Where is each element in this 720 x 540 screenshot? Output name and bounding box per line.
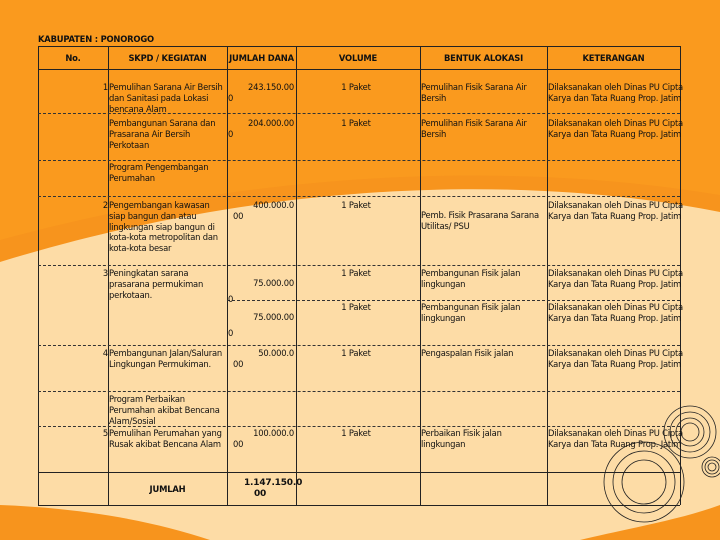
row-keterangan: Dilaksanakan oleh Dinas PU Cipta Karya dan Tata Ruang Prop. Jatim (548, 118, 683, 139)
row-separator (38, 196, 680, 197)
row-volume: 1 Paket (341, 428, 371, 438)
row-bentuk-alokasi: Pemb. Fisik Prasarana Sarana Utilitas/ PSU (421, 210, 539, 231)
row-volume: 1 Paket (341, 82, 371, 92)
table-border-top (38, 46, 680, 47)
row-jumlah-dana: 204.000.00 (248, 118, 294, 128)
row-volume: 1 Paket (341, 348, 371, 358)
column-header-skpd-kegiatan: SKPD / KEGIATAN (128, 53, 207, 63)
total-label: JUMLAH (149, 484, 186, 494)
row-jumlah-dana-tail: 00 (233, 439, 244, 449)
row-jumlah-dana-tail: 00 (233, 359, 244, 369)
row-jumlah-dana-tail: 00 (233, 211, 244, 221)
row-kegiatan: Program Perbaikan Perumahan akibat Bencana Alam/Sosial (109, 394, 220, 426)
row-jumlah-dana: 243.150.00 (248, 82, 294, 92)
row-bentuk-alokasi: Perbaikan Fisik jalan lingkungan (421, 428, 502, 449)
kabupaten-label: KABUPATEN : PONOROGO (38, 34, 154, 44)
row-jumlah-dana: 50.000.0 (258, 348, 294, 358)
row-bentuk-alokasi: Pemulihan Fisik Sarana Air Bersih (421, 82, 527, 103)
row-number: 1 (102, 82, 108, 92)
orange-bottom-swoosh (0, 505, 210, 540)
row-number: 4 (102, 348, 108, 358)
total-divider (38, 472, 680, 473)
row-jumlah-dana-tail: 0 (228, 294, 234, 304)
row-jumlah-dana: 75.000.00 (253, 278, 294, 288)
row-keterangan: Dilaksanakan oleh Dinas PU Cipta Karya dan Tata Ruang Prop. Jatim (548, 302, 683, 323)
row-keterangan: Dilaksanakan oleh Dinas PU Cipta Karya dan Tata Ruang Prop. Jatim (548, 428, 683, 449)
row-jumlah-dana-tail: 0 (228, 129, 234, 139)
column-header-jumlah-dana: JUMLAH DANA (229, 53, 294, 63)
column-header-no: No. (65, 53, 81, 63)
row-number: 3 (102, 268, 108, 278)
row-separator (38, 265, 680, 266)
row-bentuk-alokasi: Pembangunan Fisik jalan lingkungan (421, 268, 521, 289)
row-bentuk-alokasi: Pembangunan Fisik jalan lingkungan (421, 302, 521, 323)
row-jumlah-dana: 400.000.0 (253, 200, 294, 210)
row-kegiatan: Program Pengembangan Perumahan (109, 162, 209, 183)
row-bentuk-alokasi: Pemulihan Fisik Sarana Air Bersih (421, 118, 527, 139)
row-kegiatan: Pembangunan Jalan/Saluran Lingkungan Permukiman. (109, 348, 223, 369)
column-header-bentuk-alokasi: BENTUK ALOKASI (444, 53, 523, 63)
row-keterangan: Dilaksanakan oleh Dinas PU Cipta Karya dan Tata Ruang Prop. Jatim (548, 82, 683, 103)
row-volume: 1 Paket (341, 200, 371, 210)
total-value-tail: 00 (254, 489, 267, 499)
row-number: 2 (102, 200, 108, 210)
row-keterangan: Dilaksanakan oleh Dinas PU Cipta Karya dan Tata Ruang Prop. Jatim (548, 348, 683, 369)
row-number: 5 (102, 428, 108, 438)
row-kegiatan: Pembangunan Sarana dan Prasarana Air Bersih Perkotaan (109, 118, 216, 150)
column-header-volume: VOLUME (338, 53, 378, 63)
row-keterangan: Dilaksanakan oleh Dinas PU Cipta Karya dan Tata Ruang Prop. Jatim (548, 200, 683, 221)
row-kegiatan: Pengembangan kawasan siap bangun dan atau lingkungan siap bangun di kota-kota metropolitan dan kota-kota besar (109, 200, 218, 254)
row-kegiatan: Peningkatan sarana prasarana permukiman perkotaan. (109, 268, 204, 300)
row-jumlah-dana: 100.000.0 (253, 428, 294, 438)
row-jumlah-dana-tail: 0 (228, 328, 234, 338)
row-jumlah-dana: 75.000.00 (253, 312, 294, 322)
row-bentuk-alokasi: Pengaspalan Fisik jalan (421, 348, 514, 358)
column-header-keterangan: KETERANGAN (582, 53, 645, 63)
row-separator (38, 345, 680, 346)
row-volume: 1 Paket (341, 302, 371, 312)
row-jumlah-dana-tail: 0 (228, 93, 234, 103)
row-keterangan: Dilaksanakan oleh Dinas PU Cipta Karya dan Tata Ruang Prop. Jatim (548, 268, 683, 289)
row-volume: 1 Paket (341, 268, 371, 278)
row-separator (227, 300, 680, 301)
table-border-bottom (38, 505, 680, 506)
row-separator (38, 391, 680, 392)
row-kegiatan: Pemulihan Sarana Air Bersih dan Sanitasi pada Lokasi bencana Alam (109, 82, 223, 114)
total-value: 1.147.150.0 (244, 478, 303, 488)
header-divider (38, 69, 680, 70)
row-separator (38, 160, 680, 161)
row-kegiatan: Pemulihan Perumahan yang Rusak akibat Bencana Alam (109, 428, 222, 449)
row-volume: 1 Paket (341, 118, 371, 128)
